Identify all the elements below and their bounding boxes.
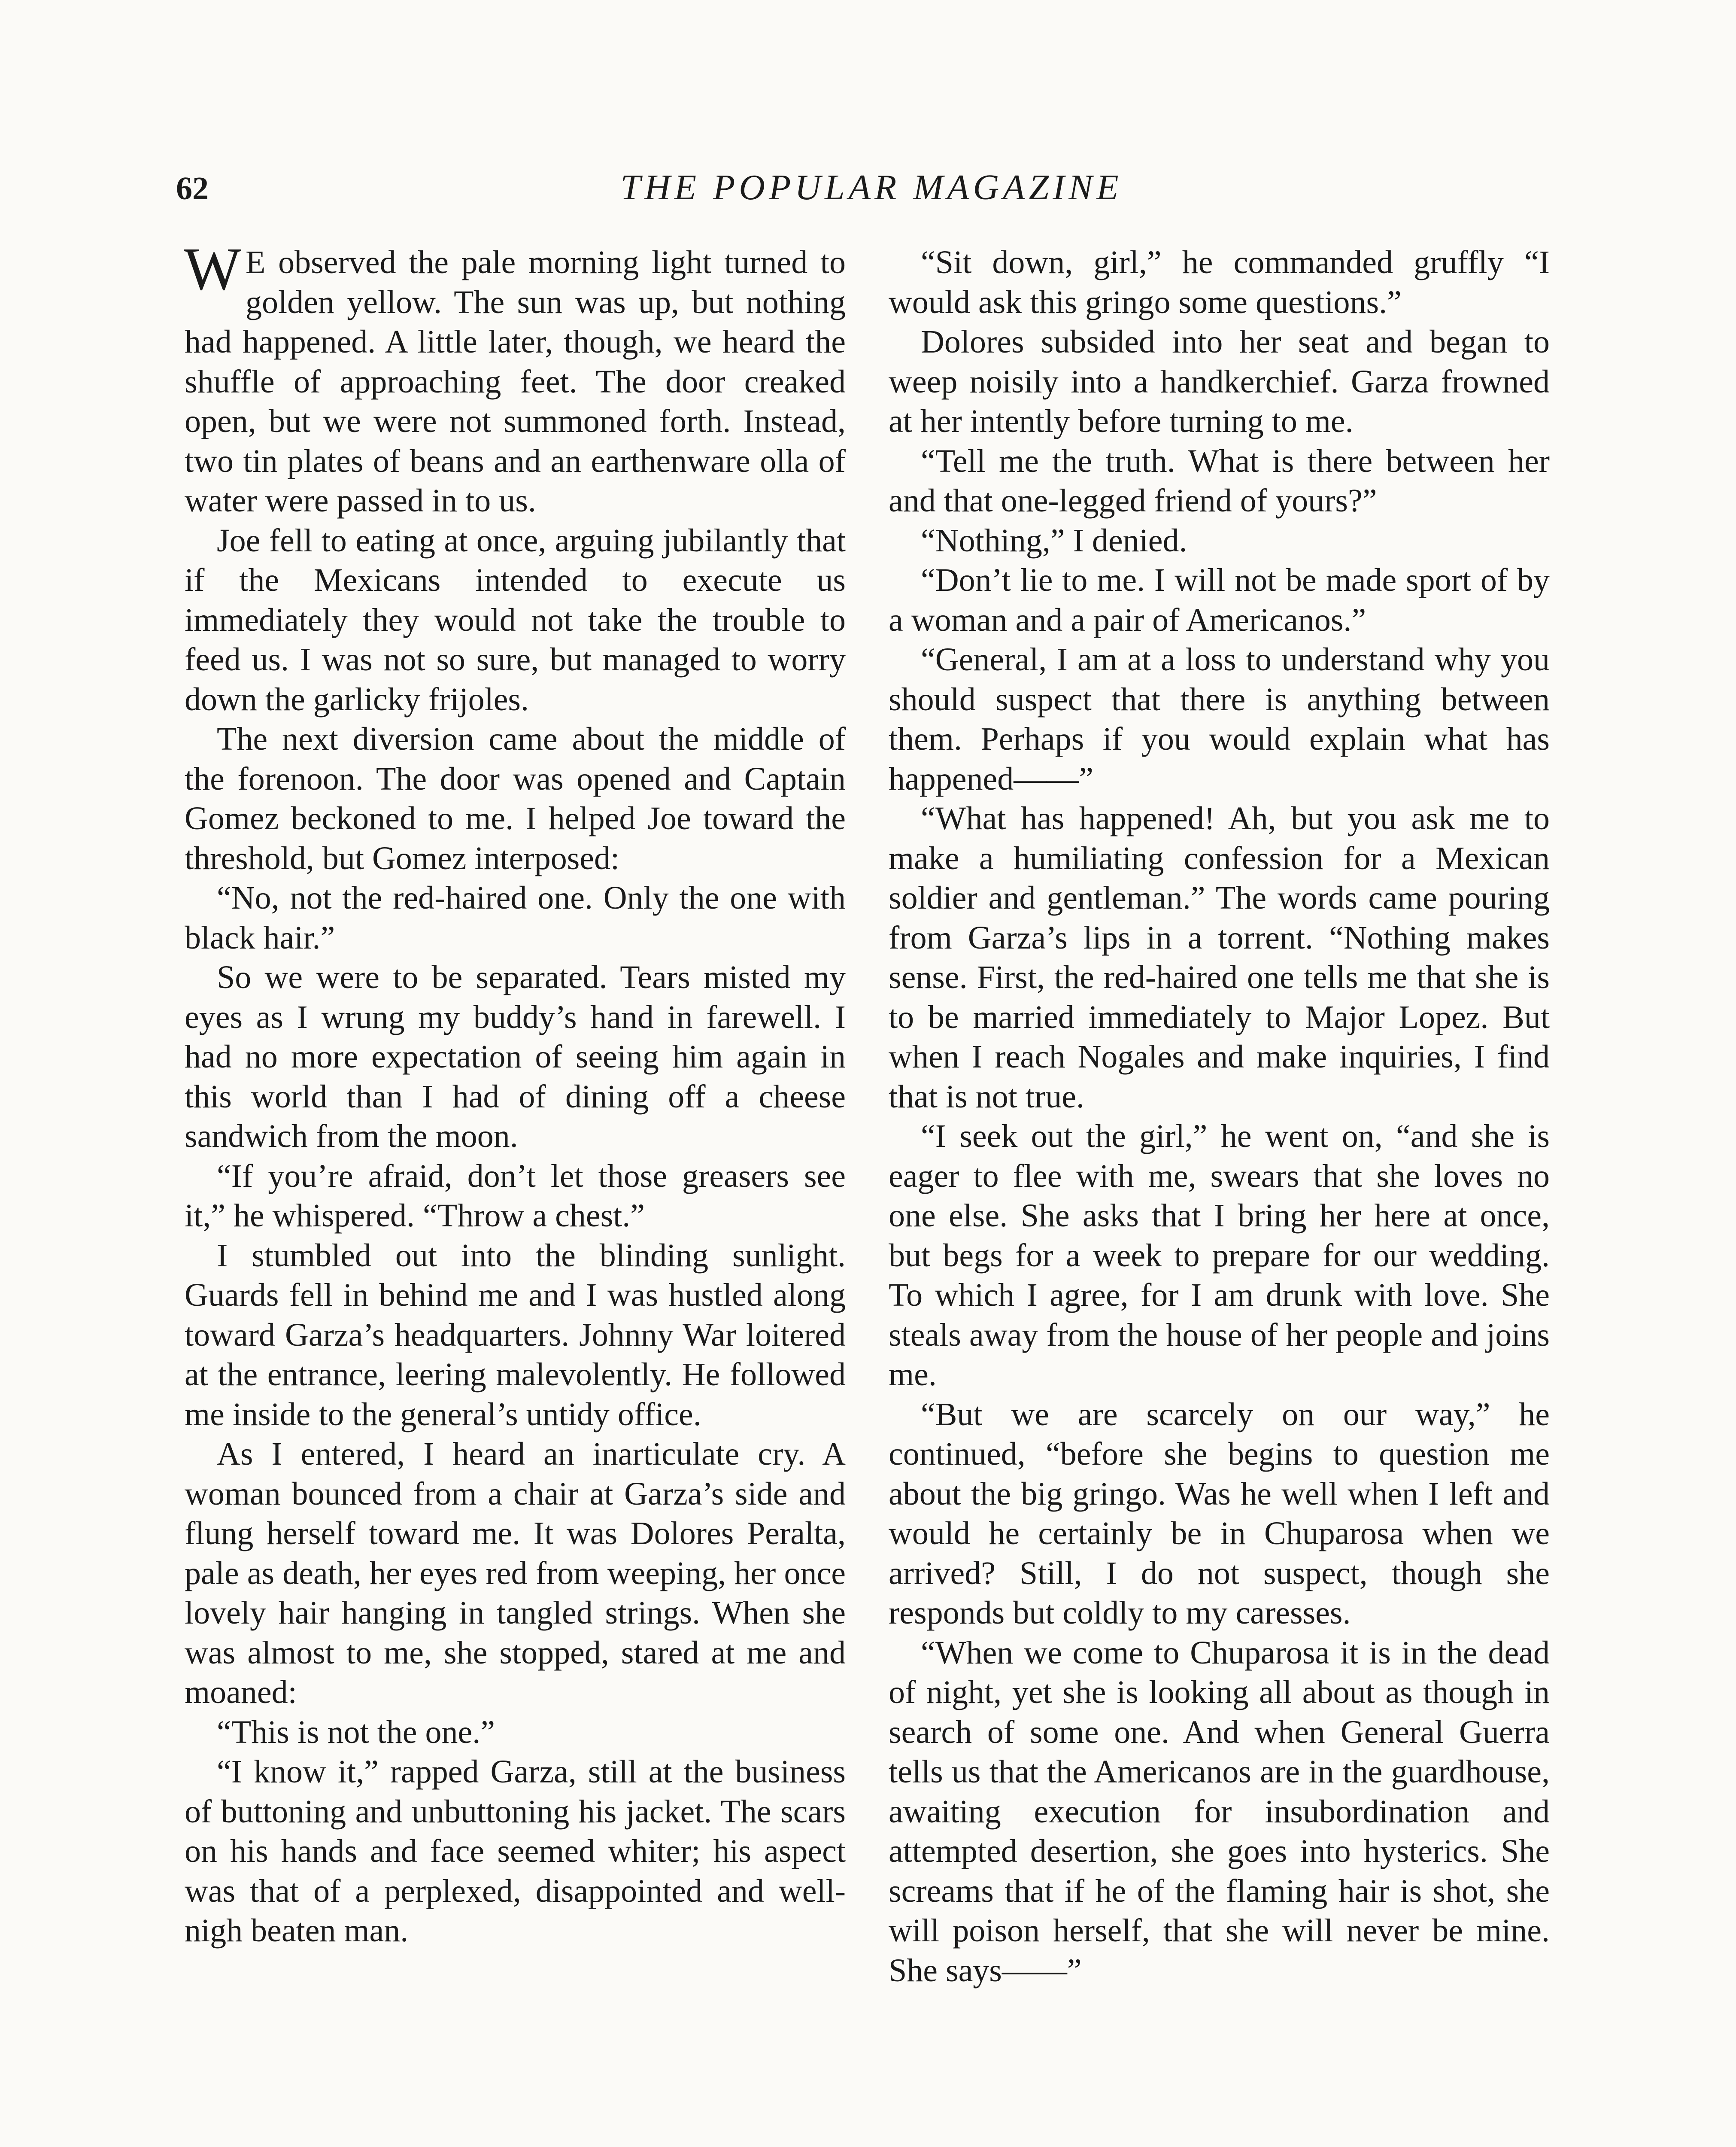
page-header [176,167,1567,221]
paragraph: I stumbled out into the blinding sunlight. Guards fell in behind me and I was hustled along toward Garza’s headquarters. Johnny War loitered at the entrance, leering malevolently. He followed me inside to the general’s untidy office. [185,1237,846,1432]
paragraph: “What has happened! Ah, but you ask me to make a humiliating confession for a Mexican soldier and gentleman.” The words came pouring from Garza’s lips in a torrent. “Nothing makes sense. First, the red-haired one tells me that she is to be married immediately to Major Lopez. But when I reach Nogales and make inquiries, I find that is not true. [889,800,1550,1115]
right-column [889,243,1550,1990]
paragraph: “Don’t lie to me. I will not be made sport of by a woman and a pair of Americanos.” [889,562,1550,638]
paragraph: As I entered, I heard an inarticulate cry. A woman bounced from a chair at Garza’s side and flung herself toward me. It was Dolores Peralta, pale as death, her eyes red from weeping, her once lovely hair hanging in tangled strings. When she was almost to me, she stopped, stared at me and moaned: [185,1436,846,1710]
paragraph: “Nothing,” I denied. [921,522,1187,559]
paragraph: The next diversion came about the middle of the forenoon. The door was opened and Captain Gomez beckoned to me. I helped Joe toward the threshold, but Gomez interposed: [185,721,846,876]
paragraph: “I know it,” rapped Garza, still at the business of buttoning and unbuttoning his jacket. The scars on his hands and face seemed whiter; his aspect was that of a perplexed, disappointed and well-nigh beaten man. [185,1754,846,1949]
paragraph: Dolores subsided into her seat and began to weep noisily into a handkerchief. Garza frowned at her intently before turning to me. [889,324,1550,439]
paragraph: “I seek out the girl,” he went on, “and she is eager to flee with me, swears that she loves no one else. She asks that I bring her here at once, but begs for a week to prepare for our wedding. To which I agree, for I am drunk with love. She steals away from the house of her people and joins me. [889,1118,1550,1393]
drop-cap: W [184,235,242,303]
paragraph: “No, not the red-haired one. Only the one with black hair.” [185,880,846,956]
paragraph: “General, I am at a loss to understand why you should suspect that there is anything between them. Perhaps if you would explain what has happened——” [889,642,1550,797]
paragraph [184,235,846,521]
paragraph-text: E observed the pale morning light turned to golden yellow. The sun was up, but nothing had happened. A little later, though, we heard the shuffle of approaching feet. The door creaked open, but we were not summoned forth. Instead, two tin plates of beans and an earthenware olla of water were passed in to us. [185,244,846,519]
paragraph: “Tell me the truth. What is there between her and that one-legged friend of yours?” [889,443,1550,519]
paragraph: “But we are scarcely on our way,” he continued, “before she begins to question me about the big gringo. Was he well when I left and would he certainly be in Chuparosa when we arrived? Still, I do not suspect, though she responds but coldly to my caresses. [889,1396,1550,1631]
running-title: THE POPULAR MAGAZINE [620,167,1123,207]
paragraph: “Sit down, girl,” he commanded gruffly “I would ask this gringo some questions.” [889,244,1550,320]
article-body [184,235,1558,2147]
paragraph: “If you’re afraid, don’t let those greasers see it,” he whispered. “Throw a chest.” [185,1158,846,1234]
paragraph: “This is not the one.” [217,1714,495,1750]
paragraph: Joe fell to eating at once, arguing jubilantly that if the Mexicans intended to execute us immediately they would not take the trouble to feed us. I was not so sure, but managed to worry down the garlicky frijoles. [185,522,846,718]
paragraph: “When we come to Chuparosa it is in the dead of night, yet she is looking all about as though in search of some one. And when General Guerra tells us that the Americanos are in the guardhouse, awaiting execution for insubordination and attempted desertion, she goes into hysterics. She screams that if he of the flaming hair is shot, she will poison herself, that she will never be mine. She says——” [889,1634,1550,1989]
left-column [184,235,846,1951]
paragraph: So we were to be separated. Tears misted my eyes as I wrung my buddy’s hand in farewell. I had no more expectation of seeing him again in this world than I had of dining off a cheese sandwich from the moon. [185,959,846,1154]
page-number: 62 [176,170,209,207]
